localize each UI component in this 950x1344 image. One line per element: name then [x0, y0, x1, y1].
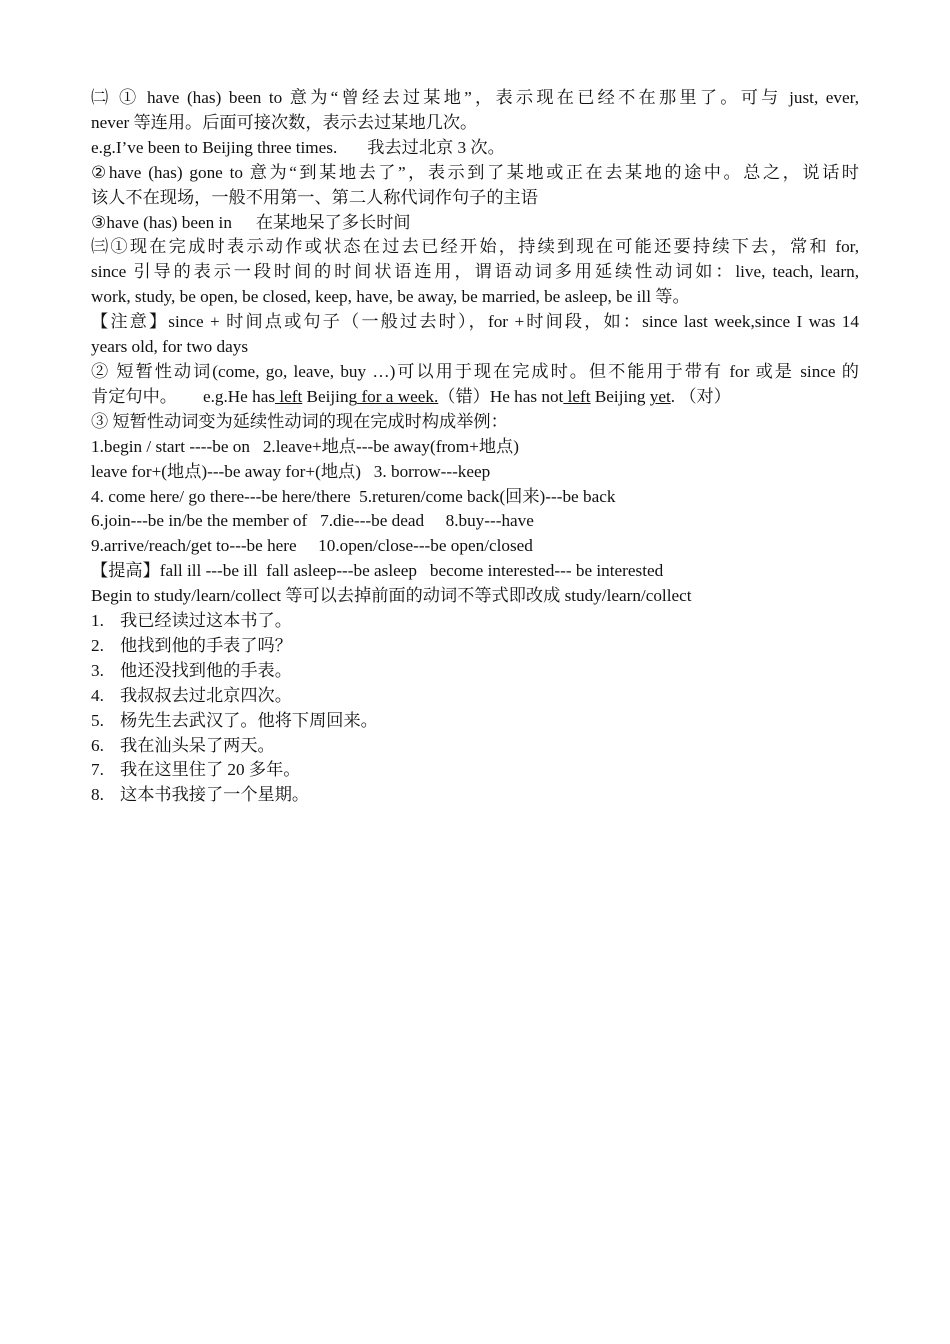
section-2-line-1: ㈡ ① have (has) been to 意为“曾经去过某地”，表示现在已经不在那里了。可与 just, ever, [91, 88, 859, 107]
list-item [91, 634, 859, 659]
document-page [91, 86, 859, 808]
tip-line-2: Begin to study/learn/collect 等可以去掉前面的动词不等式即改成 study/learn/collect [91, 586, 692, 606]
item-text: 他找到他的手表了吗？ [120, 635, 292, 655]
been-in-term: ③have (has) been in [91, 212, 232, 232]
tip-line: 【提高】fall ill ---be ill fall asleep---be asleep become interested--- be interested [91, 561, 664, 581]
section-2-line-2: never 等连用。后面可接次数，表示去过某地几次。 [91, 112, 478, 132]
list-item [91, 609, 859, 634]
section-3-line-1: ㈢①现在完成时表示动作或状态在过去已经开始，持续到现在可能还要持续下去，常和 for, [91, 237, 859, 257]
example-wrong-start: e.g.He has [202, 386, 276, 406]
example-translation: 我去过北京 3 次。 [367, 137, 505, 157]
item-text: 这本书我接了一个星期。 [120, 785, 310, 805]
underlined-for-a-week: for a week. [357, 386, 439, 406]
underlined-left: left [275, 386, 303, 406]
item-text: 杨先生去武汉了。他将下周回来。 [120, 710, 378, 730]
item-number: 6. [91, 735, 104, 755]
note-line-1: 【注意】since + 时间点或句子（一般过去时），for +时间段，如：since last week,since I was 14 [91, 312, 859, 332]
item-text: 他还没找到他的手表。 [120, 660, 292, 680]
section-2-gone-to-line-1: ②have (has) gone to 意为“到某地去了”，表示到了某地或正在去某地的途中。总之，说话时 [91, 162, 859, 182]
list-item [91, 684, 859, 709]
item-text: 我在这里住了 20 多年。 [120, 760, 301, 780]
example-sentence: e.g.I’ve been to Beijing three times. [91, 137, 338, 157]
list-item [91, 734, 859, 759]
section-2-been-in [91, 211, 859, 236]
item-number: 5. [91, 710, 104, 730]
section-3-line-2: since 引导的表示一段时间的时间状语连用，谓语动词多用延续性动词如：live, teach, learn, [91, 262, 859, 282]
conversion-example-5: 9.arrive/reach/get to---be here 10.open/close---be open/closed [91, 536, 533, 556]
short-verbs-text: 肯定句中。 [91, 386, 177, 406]
list-item [91, 758, 859, 783]
example-been-to [91, 136, 859, 161]
item-number: 1. [91, 611, 104, 631]
example-beijing-2: Beijing [590, 386, 650, 406]
item-text: 我已经读过这本书了。 [120, 611, 292, 631]
list-item [91, 659, 859, 684]
conversion-example-1: 1.begin / start ----be on 2.leave+地点---be away(from+地点) [91, 436, 519, 456]
underlined-yet: yet [649, 386, 671, 406]
item-number: 2. [91, 635, 104, 655]
note-line-2: years old, for two days [91, 337, 249, 357]
conversion-example-4: 6.join---be in/be the member of 7.die---be dead 8.buy---have [91, 511, 534, 531]
underlined-left-2: left [563, 386, 591, 406]
example-right-start: （错）He has not [438, 386, 564, 406]
exercise-list [91, 609, 859, 808]
section-2-gone-to-line-2: 该人不在现场，一般不用第一、第二人称代词作句子的主语 [91, 187, 538, 207]
item-number: 7. [91, 760, 104, 780]
conversion-example-3: 4. come here/ go there---be here/there 5.returen/come back(回来)---be back [91, 486, 616, 506]
short-verbs-line-2 [91, 385, 859, 410]
short-verbs-line-1: ② 短暂性动词(come, go, leave, buy …)可以用于现在完成时。但不能用于带有 for 或是 since 的 [91, 361, 859, 381]
item-number: 4. [91, 685, 104, 705]
list-item [91, 709, 859, 734]
item-text: 我在汕头呆了两天。 [120, 735, 275, 755]
example-right-end: . （对） [670, 386, 731, 406]
list-item [91, 783, 859, 808]
item-text: 我叔叔去过北京四次。 [120, 685, 292, 705]
example-beijing: Beijing [302, 386, 358, 406]
item-number: 8. [91, 785, 104, 805]
item-number: 3. [91, 660, 104, 680]
section-3-line-3: work, study, be open, be closed, keep, have, be away, be married, be asleep, be ill 等。 [91, 287, 690, 307]
conversion-example-2: leave for+(地点)---be away for+(地点) 3. borrow---keep [91, 461, 491, 481]
conversion-heading: ③ 短暂性动词变为延续性动词的现在完成时构成举例： [91, 411, 508, 431]
been-in-meaning: 在某地呆了多长时间 [255, 212, 411, 232]
